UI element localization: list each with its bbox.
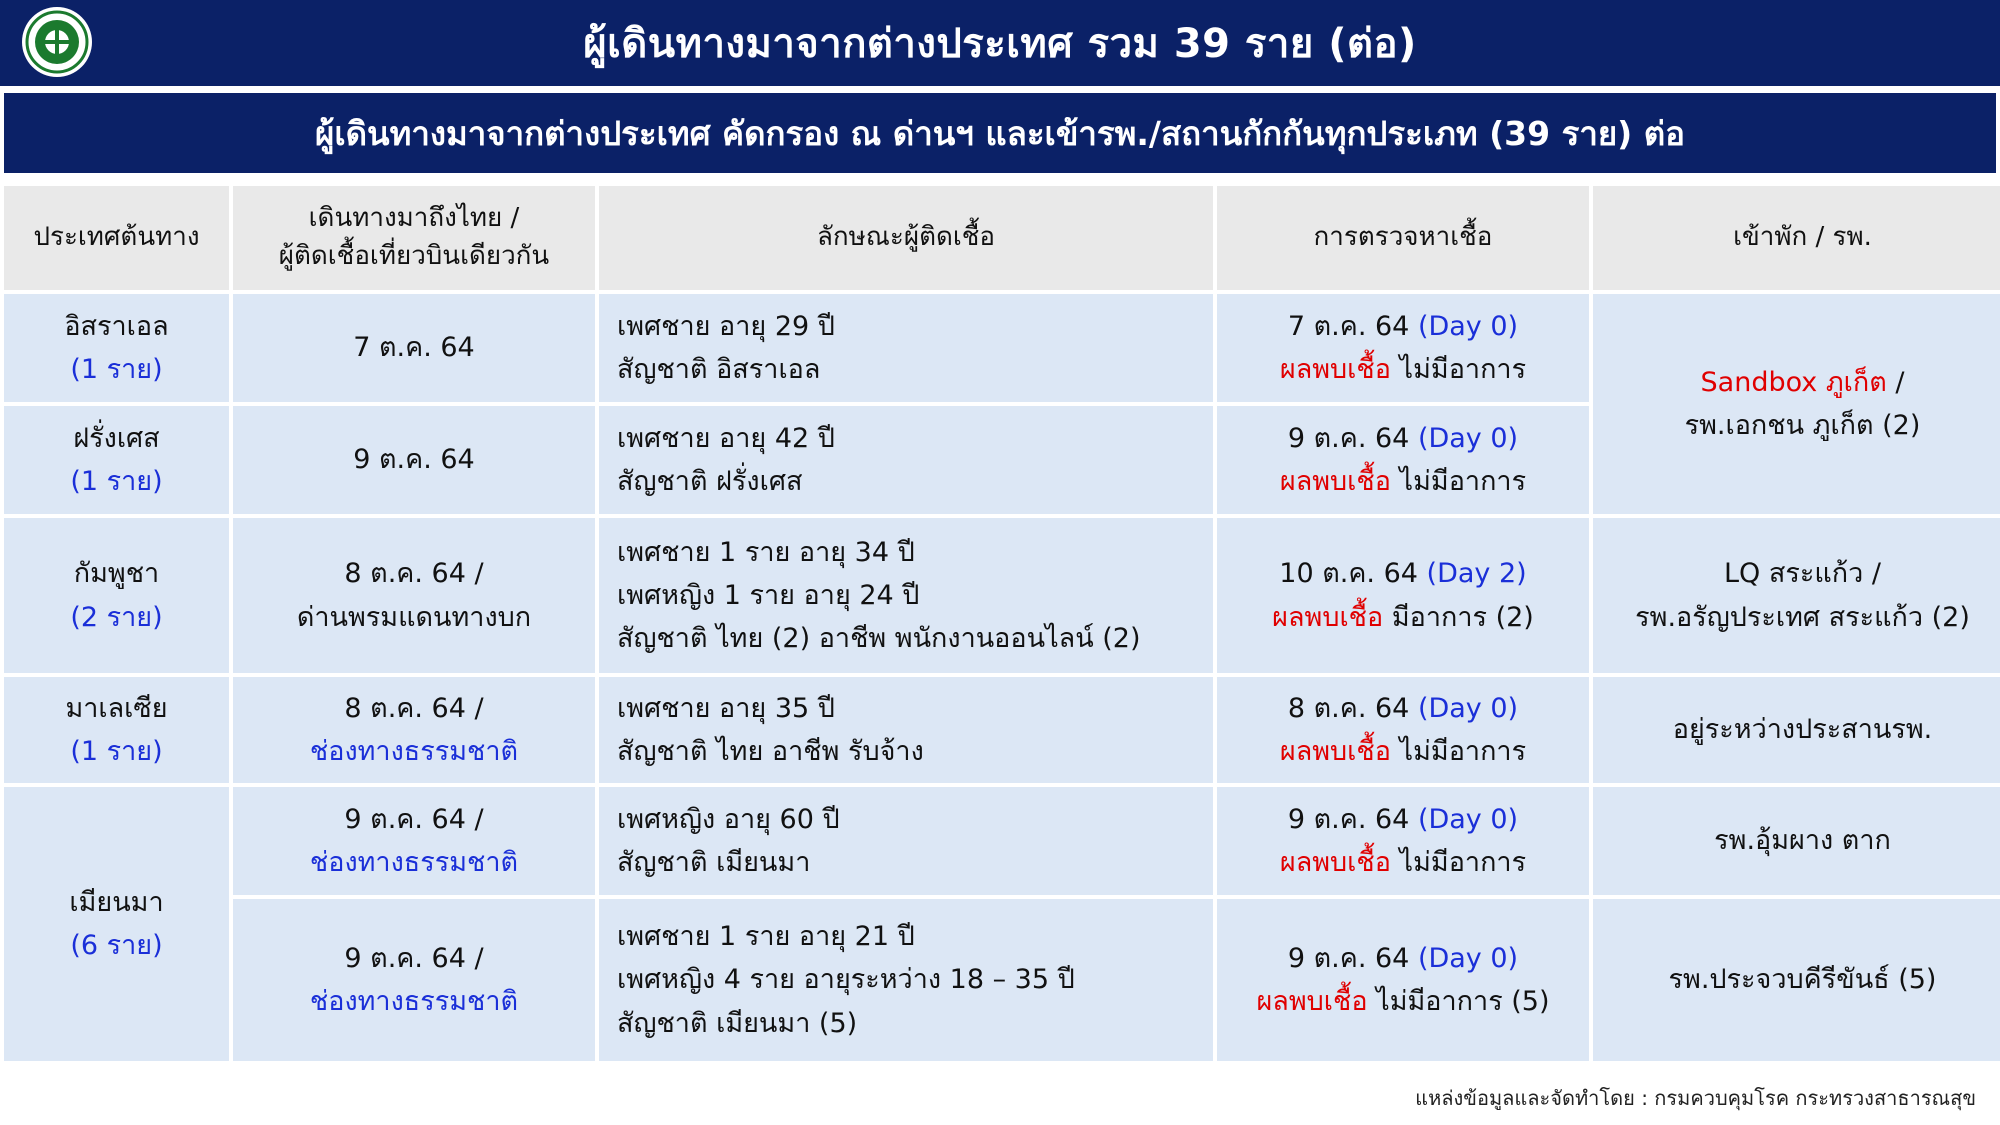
arrival-cell: 9 ต.ค. 64 / ช่องทางธรรมชาติ — [233, 787, 595, 895]
ddc-logo-icon — [22, 7, 92, 77]
result-label: ผลพบเชื้อ — [1256, 986, 1368, 1017]
table-row — [4, 294, 2000, 402]
test-cell: 9 ต.ค. 64 (Day 0) ผลพบเชื้อ ไม่มีอาการ — [1217, 787, 1589, 895]
result-label: ผลพบเชื้อ — [1279, 466, 1391, 497]
country-cell: ฝรั่งเศส (1 ราย) — [4, 406, 229, 514]
hospital-cell: รพ.ประจวบคีรีขันธ์ (5) — [1593, 899, 2000, 1061]
subtitle-bar — [4, 93, 1996, 173]
hospital-cell: Sandbox ภูเก็ต / รพ.เอกชน ภูเก็ต (2) — [1593, 294, 2000, 514]
arrival-cell: 8 ต.ค. 64 / ด่านพรมแดนทางบก — [233, 518, 595, 673]
col-header-hospital: เข้าพัก / รพ. — [1593, 186, 2000, 290]
cases-table — [0, 182, 2000, 1065]
source-footnote: แหล่งข้อมูลและจัดทำโดย : กรมควบคุมโรค กระทรวงสาธารณสุข — [1415, 1086, 1976, 1110]
col-header-country: ประเทศต้นทาง — [4, 186, 229, 290]
table-header-row — [4, 186, 2000, 290]
hospital-cell: อยู่ระหว่างประสานรพ. — [1593, 677, 2000, 783]
page-title: ผู้เดินทางมาจากต่างประเทศ รวม 39 ราย (ต่อ) — [583, 21, 1417, 67]
table-row — [4, 518, 2000, 673]
table-row — [4, 899, 2000, 1061]
arrival-cell: 9 ต.ค. 64 / ช่องทางธรรมชาติ — [233, 899, 595, 1061]
result-label: ผลพบเชื้อ — [1279, 736, 1391, 767]
profile-cell: เพศชาย 1 ราย อายุ 21 ปี เพศหญิง 4 ราย อายุระหว่าง 18 – 35 ปี สัญชาติ เมียนมา (5) — [599, 899, 1213, 1061]
profile-cell: เพศหญิง อายุ 60 ปี สัญชาติ เมียนมา — [599, 787, 1213, 895]
cases-table-wrapper — [4, 182, 1996, 1065]
col-header-arrival: เดินทางมาถึงไทย / ผู้ติดเชื้อเที่ยวบินเดียวกัน — [233, 186, 595, 290]
arrival-cell: 9 ต.ค. 64 — [233, 406, 595, 514]
test-cell: 9 ต.ค. 64 (Day 0) ผลพบเชื้อ ไม่มีอาการ (5) — [1217, 899, 1589, 1061]
result-label: ผลพบเชื้อ — [1272, 601, 1384, 633]
country-cell: เมียนมา (6 ราย) — [4, 787, 229, 1061]
col-header-profile: ลักษณะผู้ติดเชื้อ — [599, 186, 1213, 290]
profile-cell: เพศชาย อายุ 42 ปี สัญชาติ ฝรั่งเศส — [599, 406, 1213, 514]
test-cell: 10 ต.ค. 64 (Day 2) ผลพบเชื้อ มีอาการ (2) — [1217, 518, 1589, 673]
profile-cell: เพศชาย อายุ 35 ปี สัญชาติ ไทย อาชีพ รับจ้าง — [599, 677, 1213, 783]
title-bar — [0, 0, 2000, 90]
result-label: ผลพบเชื้อ — [1279, 354, 1391, 385]
table-row — [4, 677, 2000, 783]
hospital-cell: รพ.อุ้มผาง ตาก — [1593, 787, 2000, 895]
page-subtitle: ผู้เดินทางมาจากต่างประเทศ คัดกรอง ณ ด่านฯ และเข้ารพ./สถานกักกันทุกประเภท (39 ราย) ต่อ — [314, 113, 1685, 153]
profile-cell: เพศชาย 1 ราย อายุ 34 ปี เพศหญิง 1 ราย อายุ 24 ปี สัญชาติ ไทย (2) อาชีพ พนักงานออนไลน์ (2) — [599, 518, 1213, 673]
arrival-cell: 8 ต.ค. 64 / ช่องทางธรรมชาติ — [233, 677, 595, 783]
profile-cell: เพศชาย อายุ 29 ปี สัญชาติ อิสราเอล — [599, 294, 1213, 402]
test-cell: 9 ต.ค. 64 (Day 0) ผลพบเชื้อ ไม่มีอาการ — [1217, 406, 1589, 514]
table-row — [4, 787, 2000, 895]
country-cell: กัมพูชา (2 ราย) — [4, 518, 229, 673]
country-cell: มาเลเซีย (1 ราย) — [4, 677, 229, 783]
country-cell: อิสราเอล (1 ราย) — [4, 294, 229, 402]
test-cell: 8 ต.ค. 64 (Day 0) ผลพบเชื้อ ไม่มีอาการ — [1217, 677, 1589, 783]
arrival-cell: 7 ต.ค. 64 — [233, 294, 595, 402]
test-cell: 7 ต.ค. 64 (Day 0) ผลพบเชื้อ ไม่มีอาการ — [1217, 294, 1589, 402]
result-label: ผลพบเชื้อ — [1279, 847, 1391, 878]
col-header-test: การตรวจหาเชื้อ — [1217, 186, 1589, 290]
hospital-cell: LQ สระแก้ว / รพ.อรัญประเทศ สระแก้ว (2) — [1593, 518, 2000, 673]
